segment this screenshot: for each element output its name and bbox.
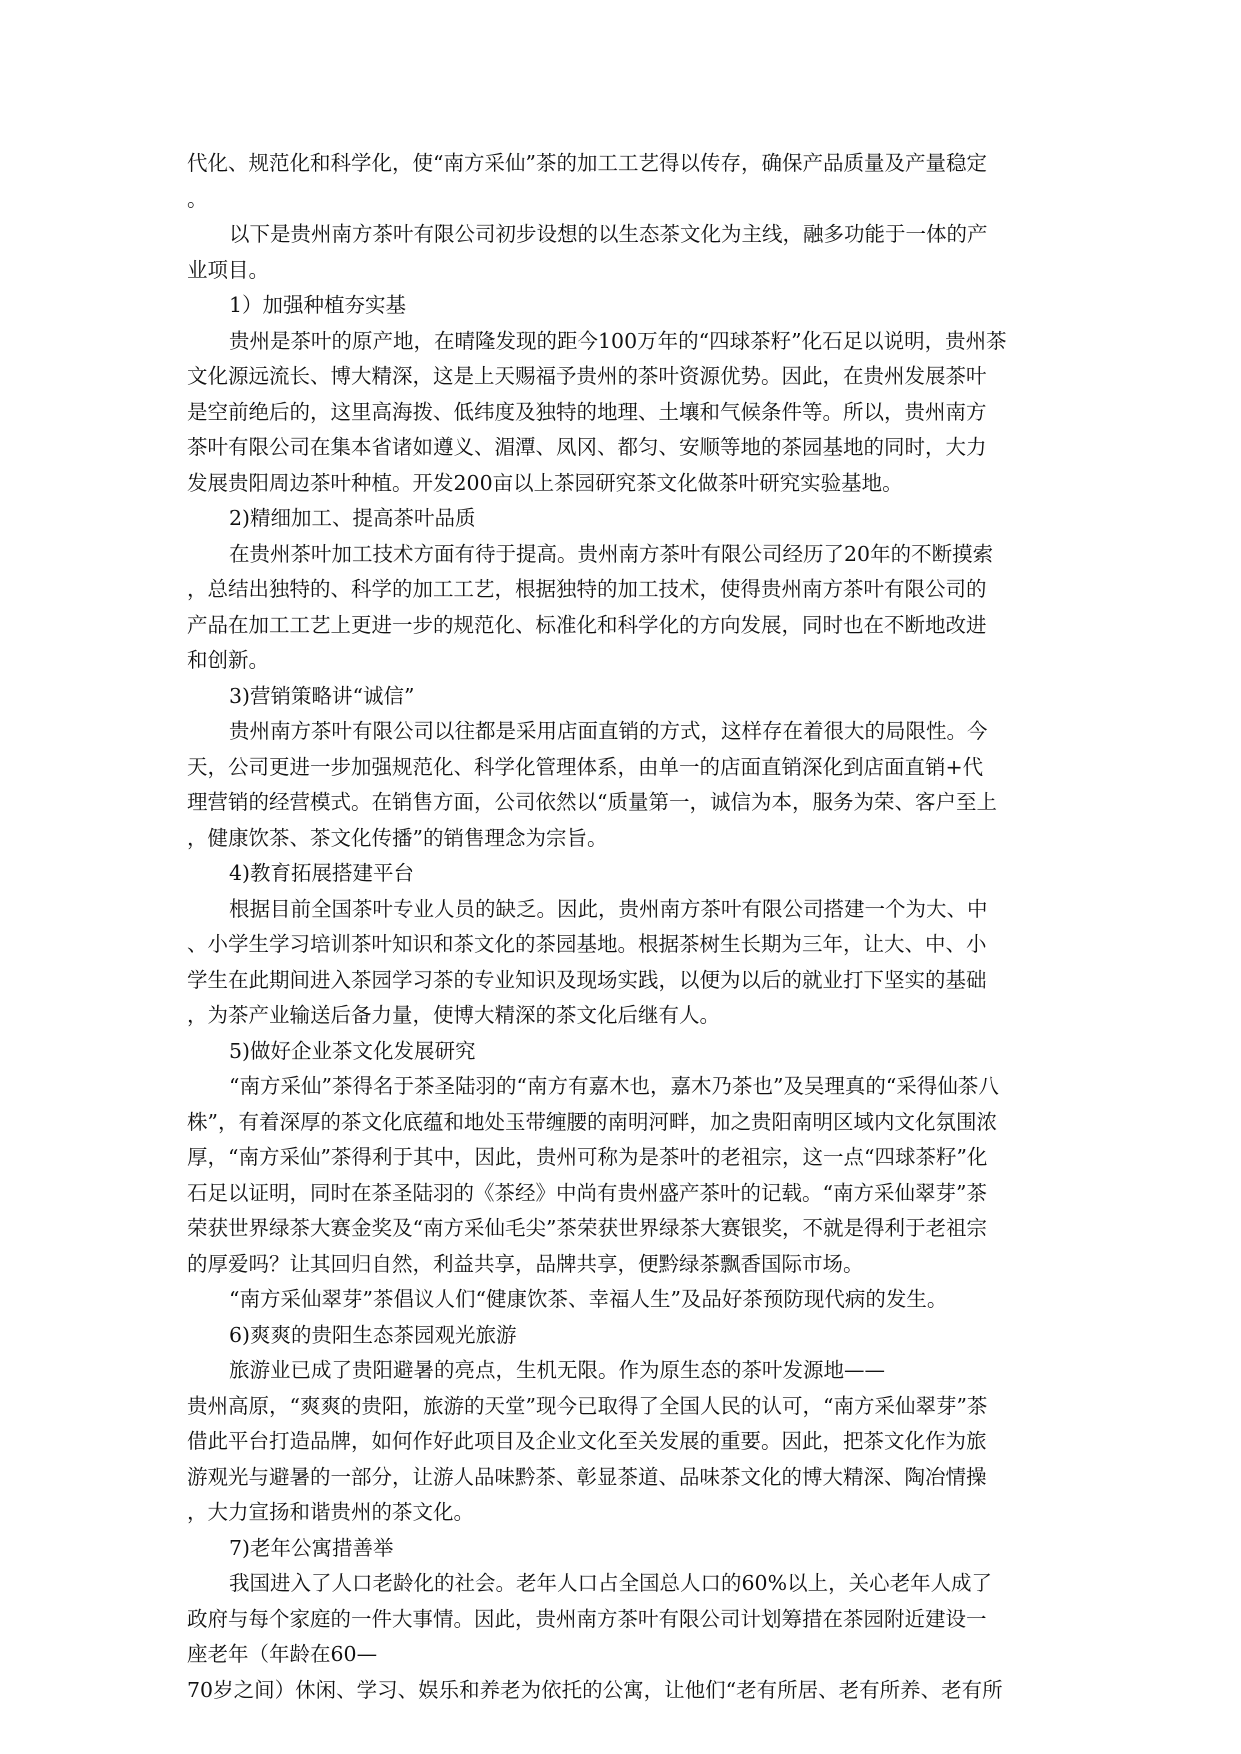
text-line: 发展贵阳周边茶叶种植。开发200亩以上茶园研究茶文化做茶叶研究实验基地。 [187, 470, 903, 495]
text-line: 座老年（年龄在60— [187, 1642, 378, 1666]
text-line: 游观光与避暑的一部分，让游人品味黔茶、彰显茶道、品味茶文化的博大精深、陶冶情操 [187, 1464, 987, 1489]
text-line: 荣获世界绿茶大赛金奖及“南方采仙毛尖”茶荣获世界绿茶大赛银奖，不就是得利于老祖宗 [187, 1216, 987, 1240]
text-line: 2)精细加工、提高茶叶品质 [229, 506, 476, 530]
text-line: 贵州高原，“爽爽的贵阳，旅游的天堂”现今已取得了全国人民的认可，“南方采仙翠芽”茶 [187, 1393, 988, 1418]
text-line: 学生在此期间进入茶园学习茶的专业知识及现场实践，以便为以后的就业打下坚实的基础 [187, 967, 987, 992]
text-line: 是空前绝后的，这里高海拨、低纬度及独特的地理、土壤和气候条件等。所以，贵州南方 [187, 399, 987, 424]
text-line: 厚，“南方采仙”茶得利于其中，因此，贵州可称为是茶叶的老祖宗，这一点“四球茶籽”化 [187, 1145, 988, 1169]
text-line: 1）加强种植夯实基 [229, 293, 407, 317]
text-line: “南方采仙”茶得名于茶圣陆羽的“南方有嘉木也，嘉木乃茶也”及吴理真的“采得仙茶八 [229, 1074, 999, 1098]
text-line: ，总结出独特的、科学的加工工艺，根据独特的加工技术，使得贵州南方茶叶有限公司的 [187, 577, 987, 601]
text-line: 。 [187, 186, 208, 211]
text-line: 6)爽爽的贵阳生态茶园观光旅游 [229, 1322, 517, 1347]
text-line: 7)老年公寓措善举 [229, 1535, 394, 1560]
text-line: 根据目前全国茶叶专业人员的缺乏。因此，贵州南方茶叶有限公司搭建一个为大、中 [229, 896, 988, 921]
text-line: 4)教育拓展搭建平台 [229, 861, 415, 885]
text-line: 我国进入了人口老龄化的社会。老年人口占全国总人口的60%以上，关心老年人成了 [229, 1571, 993, 1595]
text-line: 贵州是茶叶的原产地，在晴隆发现的距今100万年的“四球茶籽”化石足以说明，贵州茶 [229, 328, 1007, 353]
text-line: 株”，有着深厚的茶文化底蕴和地处玉带缠腰的南明河畔，加之贵阳南明区域内文化氛围浓 [187, 1109, 997, 1134]
text-line: 、小学生学习培训茶叶知识和茶文化的茶园基地。根据茶树生长期为三年，让大、中、小 [187, 932, 987, 956]
text-line: 茶叶有限公司在集本省诸如遵义、湄潭、凤冈、都匀、安顺等地的茶园基地的同时，大力 [187, 435, 987, 459]
text-line: 理营销的经营模式。在销售方面，公司依然以“质量第一，诚信为本，服务为荣、客户至上 [187, 790, 997, 814]
text-line: 天，公司更进一步加强规范化、科学化管理体系，由单一的店面直销深化到店面直销+代 [187, 754, 984, 779]
text-line: 在贵州茶叶加工技术方面有待于提高。贵州南方茶叶有限公司经历了20年的不断摸索 [229, 541, 994, 566]
text-line: 代化、规范化和科学化，使“南方采仙”茶的加工工艺得以传存，确保产品质量及产量稳定 [187, 151, 987, 175]
text-line: 借此平台打造品牌，如何作好此项目及企业文化至关发展的重要。因此，把茶文化作为旅 [187, 1429, 987, 1453]
text-line: 以下是贵州南方茶叶有限公司初步设想的以生态茶文化为主线，融多功能于一体的产 [229, 222, 988, 246]
text-line: 石足以证明，同时在茶圣陆羽的《茶经》中尚有贵州盛产茶叶的记载。“南方采仙翠芽”茶 [187, 1180, 987, 1205]
text-line: 政府与每个家庭的一件大事情。因此，贵州南方茶叶有限公司计划筹措在茶园附近建设一 [187, 1606, 987, 1631]
text-line: “南方采仙翠芽”茶倡议人们“健康饮茶、幸福人生”及品好茶预防现代病的发生。 [229, 1287, 948, 1311]
text-line: ，为茶产业输送后备力量，使博大精深的茶文化后继有人。 [187, 1003, 720, 1027]
text-line: 旅游业已成了贵阳避暑的亮点，生机无限。作为原生态的茶叶发源地—— [229, 1358, 885, 1382]
text-line: ，大力宣扬和谐贵州的茶文化。 [187, 1500, 474, 1524]
text-line: 的厚爱吗？让其回归自然，利益共享，品牌共享，便黔绿茶飘香国际市场。 [187, 1251, 864, 1276]
text-line: 70岁之间）休闲、学习、娱乐和养老为依托的公寓，让他们“老有所居、老有所养、老有所 [187, 1677, 1003, 1702]
text-line: 文化源远流长、博大精深，这是上天赐福予贵州的茶叶资源优势。因此，在贵州发展茶叶 [187, 364, 987, 388]
text-line: 贵州南方茶叶有限公司以往都是采用店面直销的方式，这样存在着很大的局限性。今 [229, 719, 988, 743]
text-line: 3)营销策略讲“诚信” [229, 683, 415, 708]
text-line: 产品在加工工艺上更进一步的规范化、标准化和科学化的方向发展，同时也在不断地改进 [187, 612, 987, 637]
text-line: 和创新。 [187, 648, 269, 672]
text-line: ，健康饮茶、茶文化传播”的销售理念为宗旨。 [187, 825, 608, 850]
document-page [187, 146, 1057, 1708]
text-line: 业项目。 [187, 257, 269, 282]
text-line: 5)做好企业茶文化发展研究 [229, 1038, 476, 1063]
